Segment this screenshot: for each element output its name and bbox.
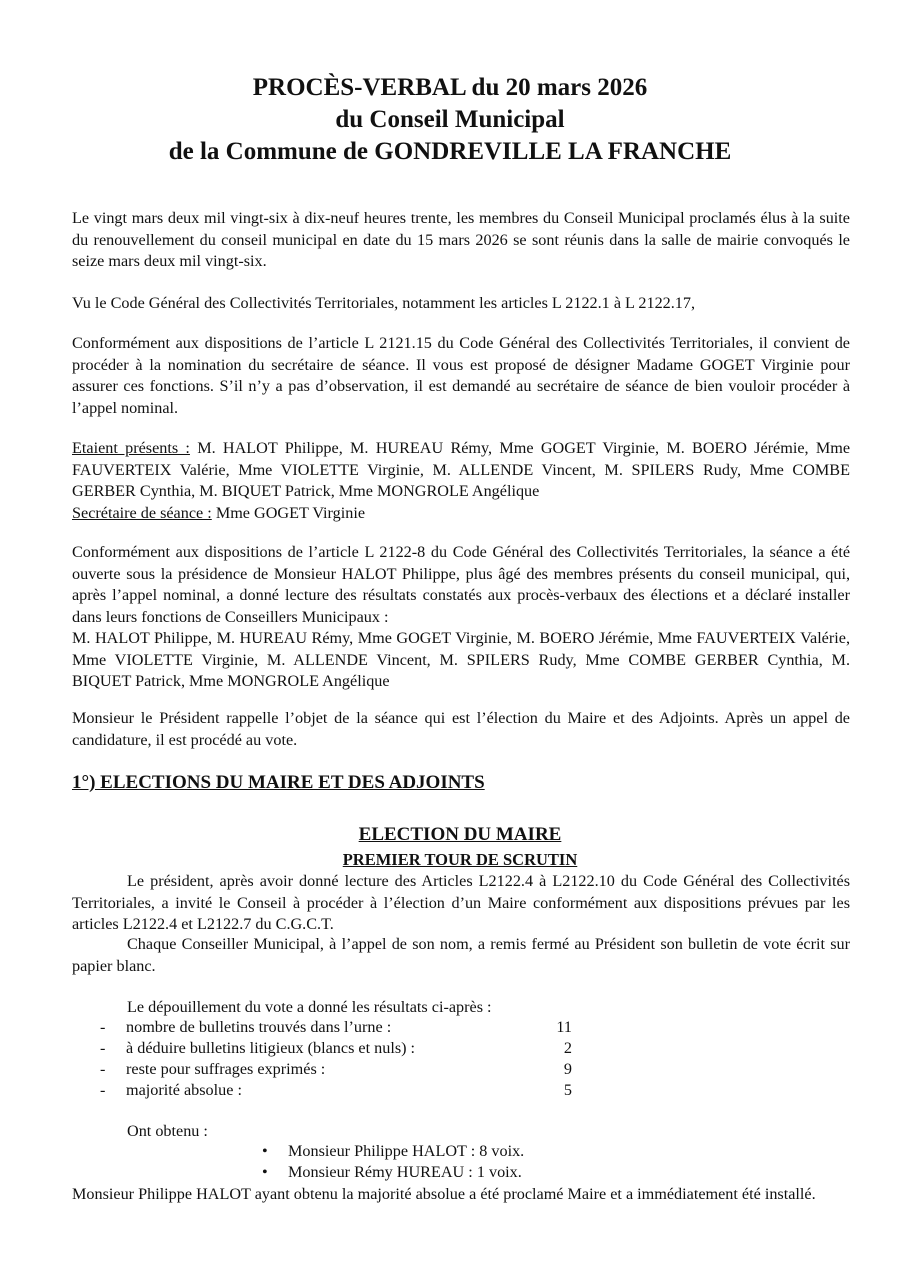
- result-row: [72, 1018, 592, 1039]
- result-label: reste pour suffrages exprimés :: [126, 1060, 326, 1078]
- title-line-1: PROCÈS-VERBAL du 20 mars 2026: [252, 74, 648, 101]
- election-heading: ELECTION DU MAIRE: [358, 824, 562, 845]
- section-heading: 1°) ELECTIONS DU MAIRE ET DES ADJOINTS: [72, 772, 485, 793]
- conclusion-paragraph: Monsieur Philippe HALOT ayant obtenu la majorité absolue a été proclamé Maire et a immédiatement été installé.: [72, 1185, 816, 1203]
- result-value: 2: [563, 1039, 572, 1057]
- depouillement-line: Le dépouillement du vote a donné les résultats ci-après :: [127, 998, 492, 1016]
- installed-councillors: M. HALOT Philippe, M. HUREAU Rémy, Mme GOGET Virginie, M. BOERO Jérémie, Mme FAUVERTEIX Valérie, Mme VIOLETTE Virginie, M. ALLENDE Vincent, M. SPILERS Rudy, Mme COMBE GERBER Cynthia, M. BIQUET Patrick, Mme MONGROLE Angélique: [72, 629, 850, 690]
- chaque-paragraph: Chaque Conseiller Municipal, à l’appel de son nom, a remis fermé au Président son bulletin de vote écrit sur papier blanc.: [72, 935, 850, 975]
- candidate-result: Monsieur Philippe HALOT : 8 voix.: [288, 1142, 525, 1160]
- vu-paragraph: Vu le Code Général des Collectivités Territoriales, notamment les articles L 2122.1 à L 2122.17,: [72, 294, 696, 312]
- result-dash: -: [100, 1060, 106, 1078]
- result-label: à déduire bulletins litigieux (blancs et nuls) :: [126, 1039, 416, 1057]
- result-dash: -: [100, 1081, 106, 1099]
- ont-obtenu-line: Ont obtenu :: [127, 1122, 208, 1140]
- result-dash: -: [100, 1039, 106, 1057]
- result-row: [72, 1081, 592, 1102]
- result-row: [72, 1039, 592, 1060]
- president-paragraph: Monsieur le Président rappelle l’objet de la séance qui est l’élection du Maire et des Adjoints. Après un appel de candidature, il est procédé au vote.: [72, 709, 850, 749]
- tour-heading: PREMIER TOUR DE SCRUTIN: [342, 850, 578, 869]
- result-label: nombre de bulletins trouvés dans l’urne :: [126, 1018, 392, 1036]
- result-value: 9: [563, 1060, 572, 1078]
- le-president-paragraph: Le président, après avoir donné lecture des Articles L2122.4 à L2122.10 du Code Général des Collectivités Territoriales, a invité le Conseil à procéder à l’élection d’un Maire conformément aux dispositions prévues par les articles L2122.4 et L2122.7 du C.G.C.T.: [72, 872, 850, 933]
- secretaire-name: Mme GOGET Virginie: [211, 503, 366, 522]
- opening-text: Conformément aux dispositions de l’article L 2122-8 du Code Général des Collectivités Territoriales, la séance a été ouverte sous la présidence de Monsieur HALOT Philippe, plus âgé des membres présents du conseil municipal, qui, après l’appel nominal, a donné lecture des résultats constatés aux procès-verbaux des élections et a déclaré installer dans leurs fonctions de Conseillers Municipaux :: [72, 543, 850, 626]
- bullet-icon: •: [262, 1142, 268, 1160]
- title-line-2: du Conseil Municipal: [335, 106, 565, 133]
- candidate-result: Monsieur Rémy HUREAU : 1 voix.: [288, 1163, 522, 1181]
- presents-list: M. HALOT Philippe, M. HUREAU Rémy, Mme GOGET Virginie, M. BOERO Jérémie, Mme FAUVERTEIX Valérie, Mme VIOLETTE Virginie, M. ALLENDE Vincent, M. SPILERS Rudy, Mme COMBE GERBER Cynthia, M. BIQUET Patrick, Mme MONGROLE Angélique: [72, 439, 851, 500]
- title-line-3: de la Commune de GONDREVILLE LA FRANCHE: [168, 138, 732, 165]
- secretary-nomination-paragraph: Conformément aux dispositions de l’article L 2121.15 du Code Général des Collectivités Territoriales, il convient de procéder à la nomination du secrétaire de séance. Il vous est proposé de désigner Madame GOGET Virginie pour assurer ces fonctions. S’il n’y a pas d’observation, il est demandé au secrétaire de séance de bien vouloir procéder à l’appel nominal.: [72, 334, 850, 417]
- attendance-paragraph: [72, 438, 850, 524]
- bullet-icon: •: [262, 1163, 268, 1181]
- result-label: majorité absolue :: [126, 1081, 242, 1099]
- opening-paragraph: [72, 542, 850, 693]
- intro-paragraph: Le vingt mars deux mil vingt-six à dix-neuf heures trente, les membres du Conseil Municipal proclamés élus à la suite du renouvellement du conseil municipal en date du 15 mars 2026 se sont réunis dans la salle de mairie convoqués le seize mars deux mil vingt-six.: [72, 209, 850, 270]
- document-title: [0, 72, 900, 168]
- result-row: [72, 1060, 592, 1081]
- result-dash: -: [100, 1018, 106, 1036]
- result-value: 11: [556, 1018, 572, 1036]
- secretaire-label: Secrétaire de séance :: [72, 503, 212, 522]
- presents-label: Etaient présents :: [72, 439, 190, 457]
- result-value: 5: [563, 1081, 572, 1099]
